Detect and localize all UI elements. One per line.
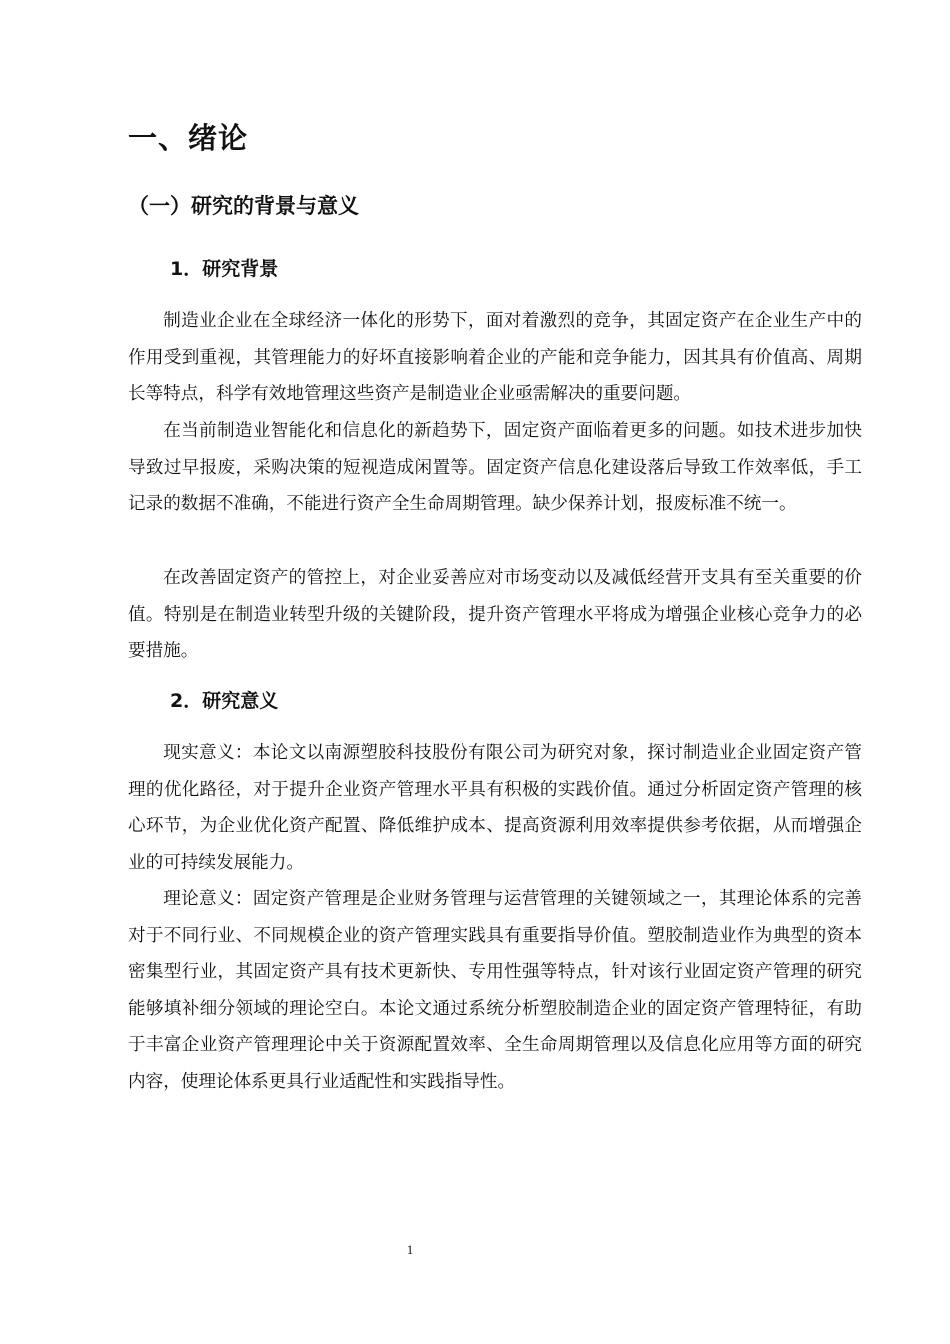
paragraph: 在当前制造业智能化和信息化的新趋势下，固定资产面临着更多的问题。如技术进步加快导致过早报废，采购决策的短视造成闲置等。固定资产信息化建设落后导致工作效率低，手工记录的数据不准确，不能进行资产全生命周期管理。缺少保养计划，报废标准不统一。 <box>128 421 862 514</box>
chapter-title: 一、绪论 <box>128 121 249 155</box>
section-title: （一）研究的背景与意义 <box>128 194 359 218</box>
subsection-title-significance: 2．研究意义 <box>170 690 279 712</box>
paragraph: 现实意义：本论文以南源塑胶科技股份有限公司为研究对象，探讨制造业企业固定资产管理的优化路径，对于提升企业资产管理水平具有积极的实践价值。通过分析固定资产管理的核心环节，为企业优化资产配置、降低维护成本、提高资源利用效率提供参考依据，从而增强企业的可持续发展能力。 <box>128 743 862 873</box>
paragraph: 制造业企业在全球经济一体化的形势下，面对着激烈的竞争，其固定资产在企业生产中的作用受到重视，其管理能力的好坏直接影响着企业的产能和竞争能力，因其具有价值高、周期长等特点，科学有效地管理这些资产是制造业企业亟需解决的重要问题。 <box>128 311 862 404</box>
paragraph: 在改善固定资产的管控上，对企业妥善应对市场变动以及减低经营开支具有至关重要的价值。特别是在制造业转型升级的关键阶段，提升资产管理水平将成为增强企业核心竞争力的必要措施。 <box>128 568 862 661</box>
page-number: 1 <box>406 1242 414 1257</box>
paragraph: 理论意义：固定资产管理是企业财务管理与运营管理的关键领域之一，其理论体系的完善对于不同行业、不同规模企业的资产管理实践具有重要指导价值。塑胶制造业作为典型的资本密集型行业，其固定资产具有技术更新快、专用性强等特点，针对该行业固定资产管理的研究能够填补细分领域的理论空白。本论文通过系统分析塑胶制造企业的固定资产管理特征，有助于丰富企业资产管理理论中关于资源配置效率、全生命周期管理以及信息化应用等方面的研究内容，使理论体系更具行业适配性和实践指导性。 <box>128 889 862 1092</box>
subsection-title-background: 1．研究背景 <box>170 258 279 280</box>
